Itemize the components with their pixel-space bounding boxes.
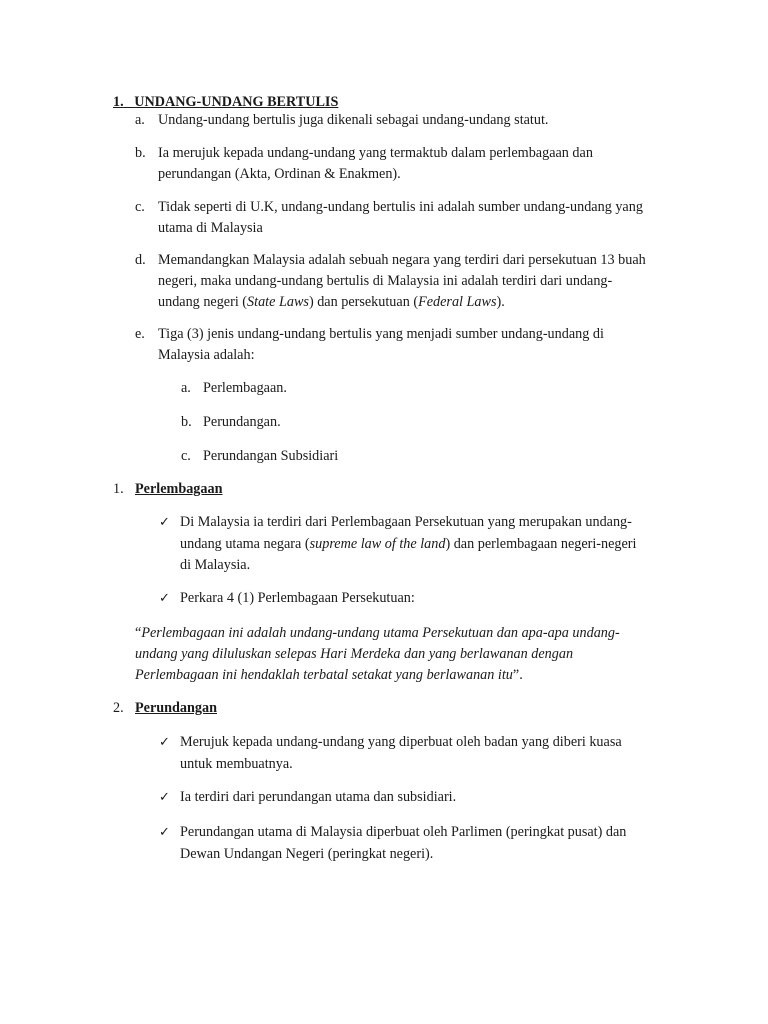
italic-term: Federal Laws bbox=[418, 294, 497, 310]
list-item-text bbox=[158, 294, 505, 311]
italic-term: State Laws bbox=[247, 294, 309, 310]
list-item-text: Malaysia adalah: bbox=[158, 347, 255, 363]
check-icon: ✓ bbox=[159, 591, 170, 606]
list-item-text: Tidak seperti di U.K, undang-undang bertulis ini adalah sumber undang-undang yang bbox=[158, 199, 643, 215]
check-icon: ✓ bbox=[159, 735, 170, 750]
bullet-text: Di Malaysia ia terdiri dari Perlembagaan Persekutuan yang merupakan undang- bbox=[180, 514, 632, 530]
subsection-number: 2. bbox=[113, 700, 124, 716]
text-run: ). bbox=[496, 294, 505, 310]
text-run: undang utama negara ( bbox=[180, 536, 310, 552]
sublist-marker: a. bbox=[181, 380, 191, 396]
list-marker: a. bbox=[135, 112, 145, 128]
bullet-text: di Malaysia. bbox=[180, 557, 251, 573]
list-marker: c. bbox=[135, 199, 145, 215]
check-icon: ✓ bbox=[159, 825, 170, 840]
text-run: ) dan perlembagaan negeri-negeri bbox=[445, 536, 637, 552]
section-heading bbox=[113, 94, 338, 111]
bullet-text: untuk membuatnya. bbox=[180, 756, 293, 772]
bullet-text: Merujuk kepada undang-undang yang diperbuat oleh badan yang diberi kuasa bbox=[180, 734, 622, 750]
list-marker: b. bbox=[135, 145, 146, 161]
quote-line bbox=[135, 625, 620, 642]
subsection-title: Perundangan bbox=[135, 700, 217, 716]
quote-close: ”. bbox=[512, 667, 523, 683]
list-item-text: Ia merujuk kepada undang-undang yang termaktub dalam perlembagaan dan bbox=[158, 145, 593, 161]
list-item-text: utama di Malaysia bbox=[158, 220, 263, 236]
sublist-marker: c. bbox=[181, 448, 191, 464]
bullet-text bbox=[180, 536, 636, 553]
list-item-text: Memandangkan Malaysia adalah sebuah negara yang terdiri dari persekutuan 13 buah bbox=[158, 252, 646, 268]
italic-term: supreme law of the land bbox=[309, 536, 446, 552]
section-number: 1. bbox=[113, 94, 124, 110]
list-marker: d. bbox=[135, 252, 146, 268]
check-icon: ✓ bbox=[159, 790, 170, 805]
subsection-title: Perlembagaan bbox=[135, 481, 223, 497]
sublist-item-text: Perlembagaan. bbox=[203, 380, 287, 396]
bullet-text: Perundangan utama di Malaysia diperbuat oleh Parlimen (peringkat pusat) dan bbox=[180, 824, 627, 840]
sublist-item-text: Perundangan Subsidiari bbox=[203, 448, 339, 464]
sublist-item-text: Perundangan. bbox=[203, 414, 281, 430]
bullet-text: Dewan Undangan Negeri (peringkat negeri). bbox=[180, 846, 434, 862]
list-item-text: perundangan (Akta, Ordinan & Enakmen). bbox=[158, 166, 401, 182]
quote-open: “ bbox=[135, 625, 142, 641]
bullet-text: Ia terdiri dari perundangan utama dan subsidiari. bbox=[180, 789, 457, 805]
list-item-text: Undang-undang bertulis juga dikenali sebagai undang-undang statut. bbox=[158, 112, 549, 128]
subsection-number: 1. bbox=[113, 481, 124, 497]
list-item-text: negeri, maka undang-undang bertulis di Malaysia ini adalah terdiri dari undang- bbox=[158, 273, 613, 289]
check-icon: ✓ bbox=[159, 515, 170, 530]
quote-text: Perlembagaan ini adalah undang-undang utama Persekutuan dan apa-apa undang- bbox=[141, 625, 620, 641]
bullet-text: Perkara 4 (1) Perlembagaan Persekutuan: bbox=[180, 590, 415, 606]
list-marker: e. bbox=[135, 326, 145, 342]
quote-line: undang yang diluluskan selepas Hari Merdeka dan yang berlawanan dengan bbox=[135, 646, 574, 662]
quote-text: Perlembagaan ini hendaklah terbatal setakat yang berlawanan itu bbox=[135, 667, 513, 683]
sublist-marker: b. bbox=[181, 414, 192, 430]
text-run: undang negeri ( bbox=[158, 294, 248, 310]
section-title: UNDANG-UNDANG BERTULIS bbox=[134, 94, 339, 110]
quote-line bbox=[135, 667, 523, 684]
list-item-text: Tiga (3) jenis undang-undang bertulis yang menjadi sumber undang-undang di bbox=[158, 326, 604, 342]
text-run: ) dan persekutuan ( bbox=[308, 294, 419, 310]
